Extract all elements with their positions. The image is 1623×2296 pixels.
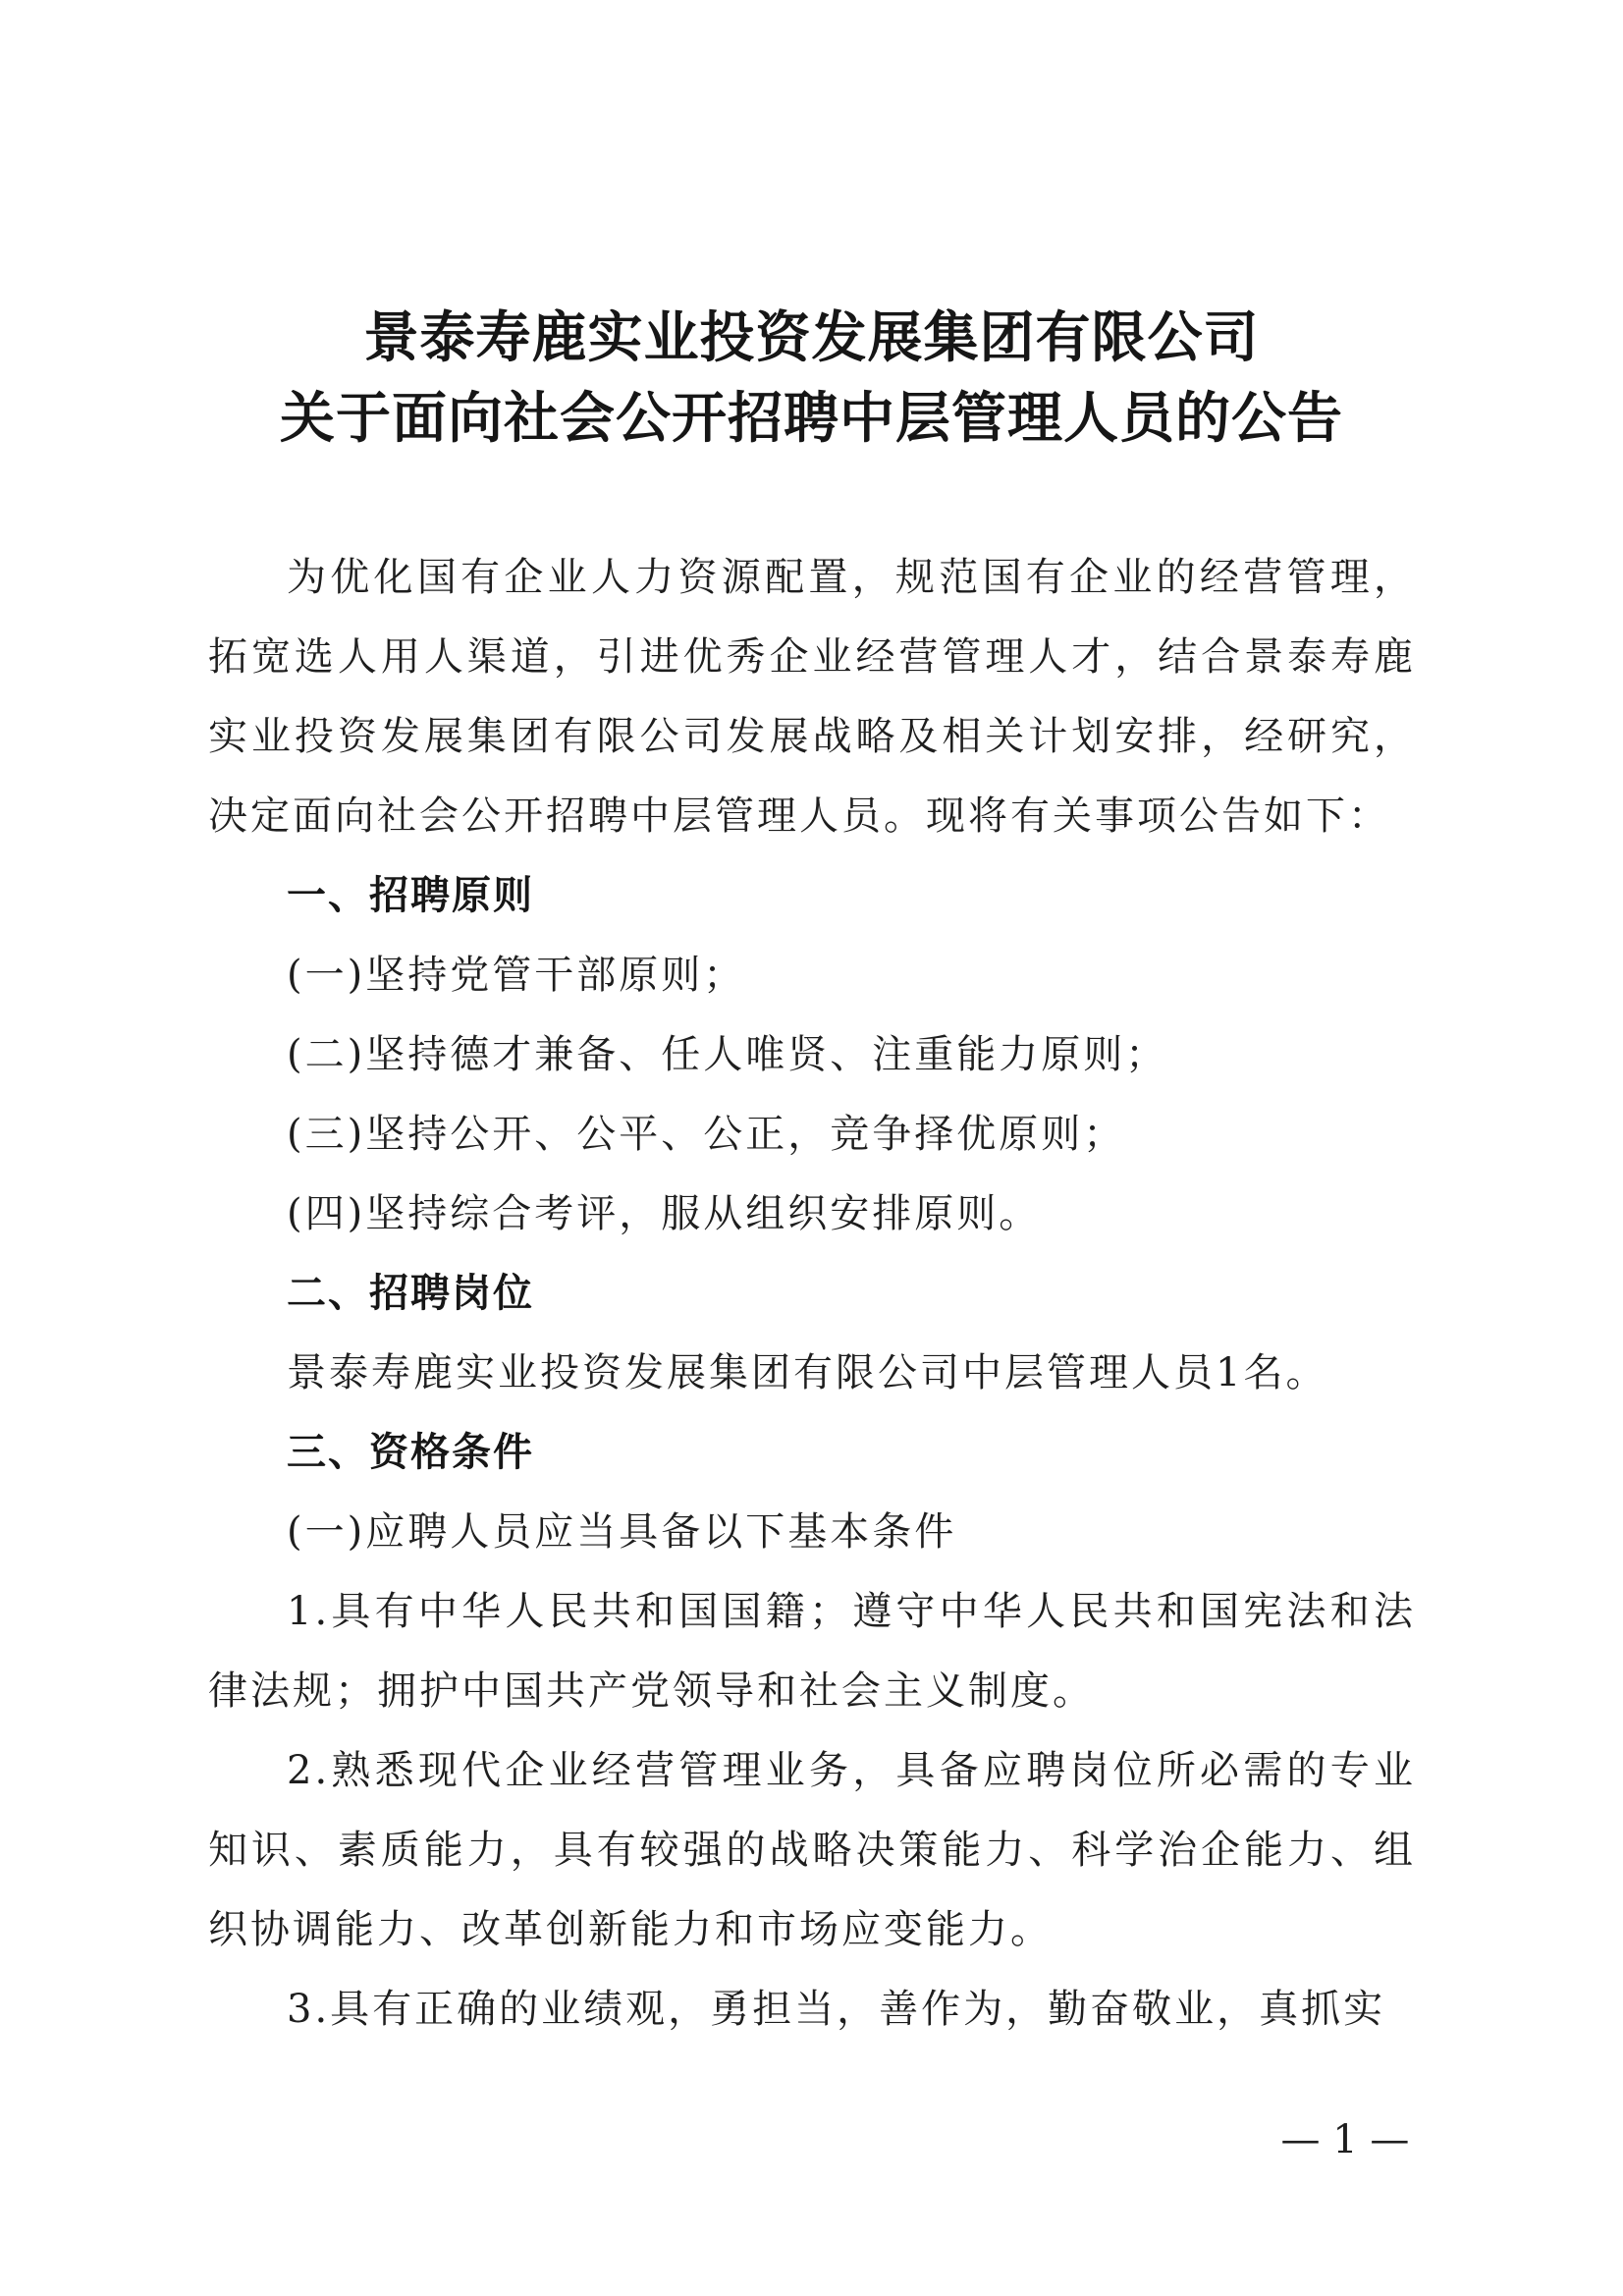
section-heading-principles: 一、招聘原则	[287, 873, 534, 918]
qualification-subheading: (一)应聘人员应当具备以下基本条件	[287, 1509, 957, 1555]
principle-item-2: (二)坚持德才兼备、任人唯贤、注重能力原则；	[287, 1032, 1168, 1077]
page-number: — 1 —	[1280, 2117, 1410, 2162]
qualification-item-2: 2.熟悉现代企业经营管理业务，具备应聘岗位所必需的专业知识、素质能力，具有较强的战略决策能力、科学治企能力、组织协调能力、改革创新能力和市场应变能力。	[208, 1748, 1416, 1952]
principle-item-3: (三)坚持公开、公平、公正，竞争择优原则；	[287, 1112, 1126, 1157]
principle-item-1: (一)坚持党管干部原则；	[287, 953, 746, 998]
title-line-1: 景泰寿鹿实业投资发展集团有限公司	[363, 306, 1260, 370]
title-line-2: 关于面向社会公开招聘中层管理人员的公告	[280, 387, 1343, 451]
section-heading-qualifications: 三、资格条件	[287, 1430, 534, 1475]
document-body	[208, 538, 1416, 2050]
position-text: 景泰寿鹿实业投资发展集团有限公司中层管理人员1名。	[287, 1350, 1328, 1395]
intro-paragraph: 为优化国有企业人力资源配置，规范国有企业的经营管理，拓宽选人用人渠道，引进优秀企业经营管理人才，结合景泰寿鹿实业投资发展集团有限公司发展战略及相关计划安排，经研究，决定面向社会公开招聘中层管理人员。现将有关事项公告如下：	[208, 555, 1416, 839]
section-heading-positions: 二、招聘岗位	[287, 1271, 534, 1316]
principle-item-4: (四)坚持综合考评，服从组织安排原则。	[287, 1191, 1042, 1236]
qualification-item-3: 3.具有正确的业绩观，勇担当，善作为，勤奋敬业，真抓实	[287, 1987, 1386, 2032]
qualification-item-1: 1.具有中华人民共和国国籍；遵守中华人民共和国宪法和法律法规；拥护中国共产党领导和社会主义制度。	[208, 1589, 1416, 1714]
